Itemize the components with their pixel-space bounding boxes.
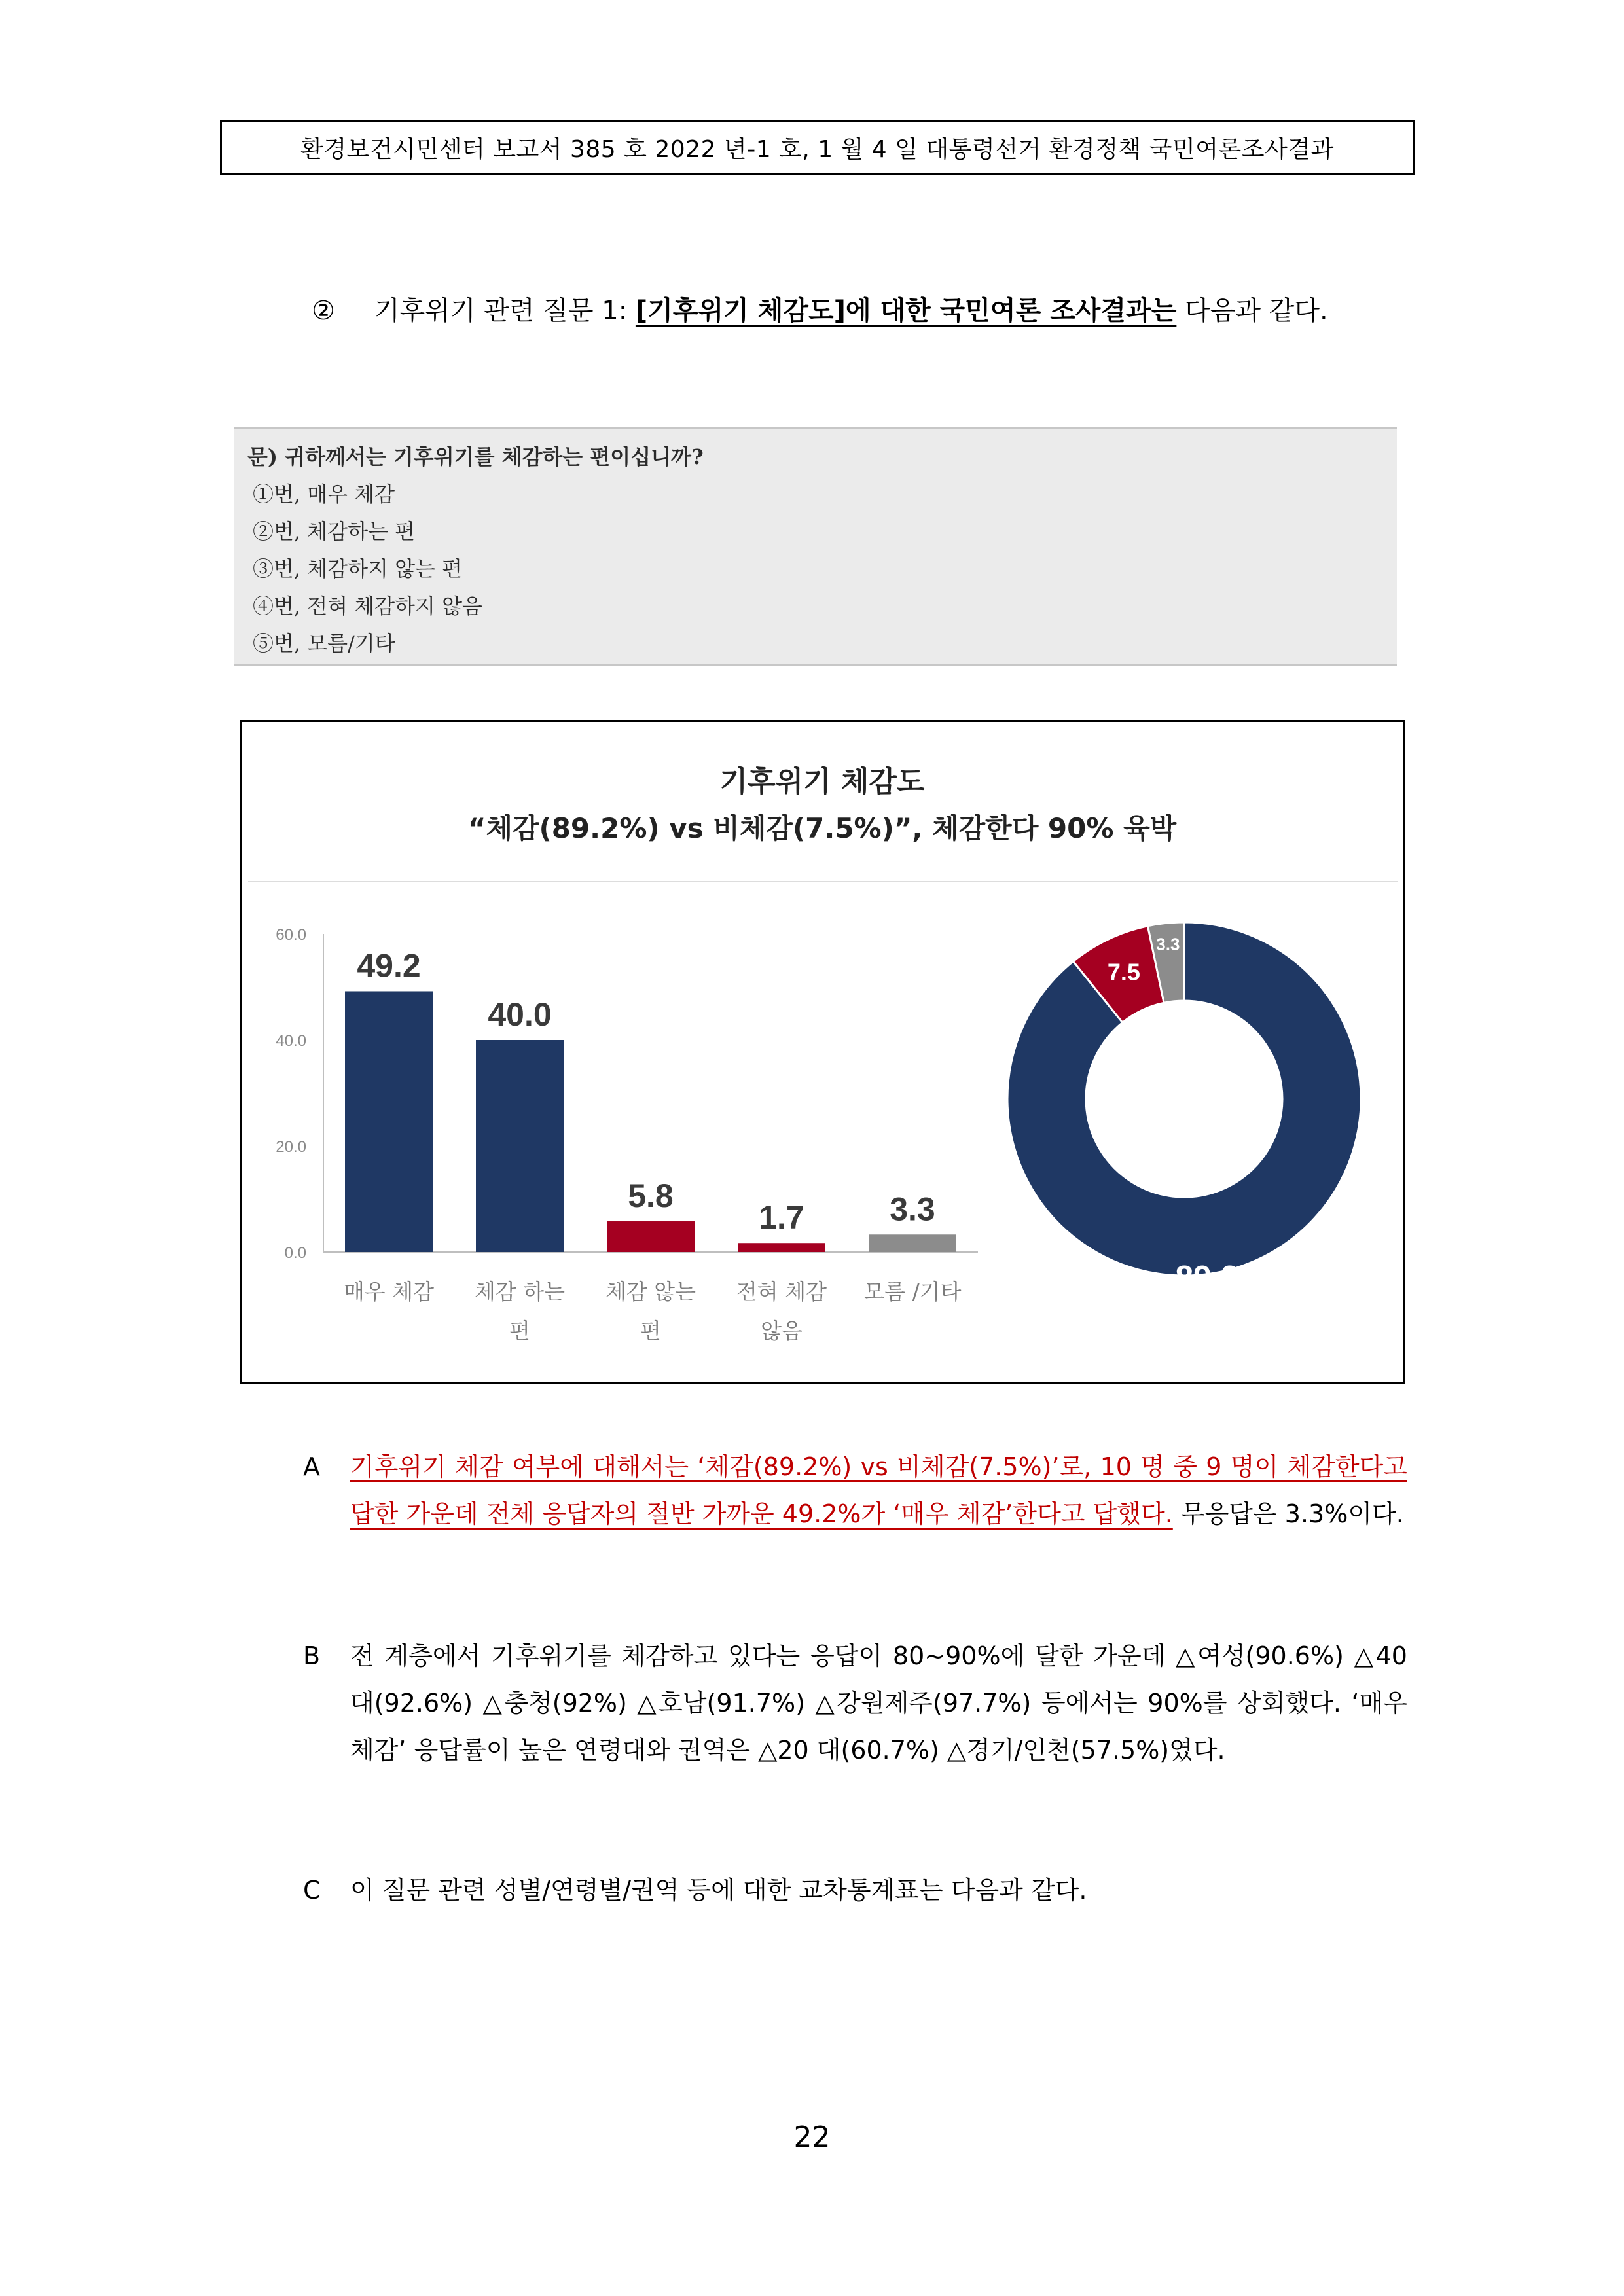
bar — [869, 1234, 956, 1252]
chart-title: 기후위기 체감도 — [719, 765, 925, 798]
paragraph-body — [350, 1443, 1407, 1537]
question-option: ③번, 체감하지 않는 편 — [253, 556, 462, 581]
category-label: 체감 하는 — [474, 1279, 566, 1304]
chart-subtitle: “체감(89.2%) vs 비체감(7.5%)”, 체감한다 90% 육박 — [467, 812, 1177, 844]
item-text-post: 다음과 같다. — [1176, 296, 1328, 326]
chart-canvas — [242, 722, 1403, 1382]
paragraph-marker: C — [303, 1876, 321, 1905]
bar — [607, 1221, 695, 1252]
paragraph-b — [303, 1632, 1407, 1774]
question-option: ②번, 체감하는 편 — [253, 519, 415, 544]
paragraph-plain: 무응답은 3.3%이다. — [1172, 1499, 1404, 1528]
category-label: 편 — [640, 1318, 661, 1344]
question-option: ⑤번, 모름/기타 — [253, 631, 395, 656]
item-text — [374, 287, 1418, 335]
category-label: 않음 — [761, 1318, 803, 1344]
item-text-bold: [기후위기 체감도]에 대한 국민여론 조사결과는 — [635, 296, 1177, 326]
y-tick-label: 60.0 — [276, 926, 306, 944]
paragraph-marker: A — [303, 1452, 320, 1481]
donut-slice-label: 7.5 — [1107, 958, 1140, 986]
chart-frame — [240, 720, 1405, 1384]
category-label: 편 — [509, 1318, 530, 1344]
question-title: 문) 귀하께서는 기후위기를 체감하는 편이십니까? — [247, 444, 704, 469]
y-tick-label: 40.0 — [276, 1032, 306, 1050]
bar — [345, 991, 433, 1252]
item-text-pre: 기후위기 관련 질문 1: — [374, 296, 636, 326]
bar — [476, 1040, 564, 1252]
question-option: ①번, 매우 체감 — [253, 482, 395, 507]
bar — [738, 1243, 825, 1252]
item-number: ② — [312, 296, 335, 326]
bar-value-label: 3.3 — [890, 1191, 935, 1228]
bar-value-label: 49.2 — [357, 947, 421, 984]
bar-value-label: 5.8 — [628, 1177, 674, 1215]
paragraph-marker: B — [303, 1641, 321, 1670]
report-header-text: 환경보건시민센터 보고서 385 호 2022 년-1 호, 1 월 4 일 대통령선거 환경정책 국민여론조사결과 — [300, 135, 1334, 163]
category-label: 전혀 체감 — [736, 1279, 827, 1304]
y-tick-label: 20.0 — [276, 1138, 306, 1156]
category-label: 체감 않는 — [605, 1279, 696, 1304]
category-label: 모름 /기타 — [863, 1279, 962, 1304]
donut-slice-label: 3.3 — [1156, 934, 1180, 954]
page-number: 22 — [793, 2121, 831, 2154]
paragraph-c — [303, 1867, 1407, 1914]
question-box — [234, 427, 1397, 666]
question-option: ④번, 전혀 체감하지 않음 — [253, 594, 482, 619]
paragraph-highlight: 기후위기 체감 여부에 대해서는 ‘체감(89.2%) vs 비체감(7.5%)’로, 10 명 중 9 명이 체감한다고 답한 가운데 전체 응답자의 절반 가까운 49.2%가 ‘매우 체감’한다고 답했다. — [350, 1452, 1407, 1528]
paragraph-body: 이 질문 관련 성별/연령별/권역 등에 대한 교차통계표는 다음과 같다. — [350, 1876, 1087, 1905]
bar-value-label: 40.0 — [488, 996, 552, 1033]
paragraph-body: 전 계층에서 기후위기를 체감하고 있다는 응답이 80~90%에 달한 가운데 △여성(90.6%) △40 대(92.6%) △충청(92%) △호남(91.7%) △강원제주(97.7%) 등에서는 90%를 상회했다. ‘매우 체감’ 응답률이 높은 연령대와 권역은 △20 대(60.7%) △경기/인천(57.5%)였다. — [350, 1641, 1407, 1765]
report-header — [220, 120, 1415, 175]
category-label: 매우 체감 — [343, 1279, 435, 1304]
donut-slice-label: 89.2 — [1175, 1259, 1239, 1296]
paragraph-a — [303, 1443, 1407, 1537]
y-tick-label: 0.0 — [284, 1244, 306, 1262]
bar-value-label: 1.7 — [759, 1199, 804, 1236]
